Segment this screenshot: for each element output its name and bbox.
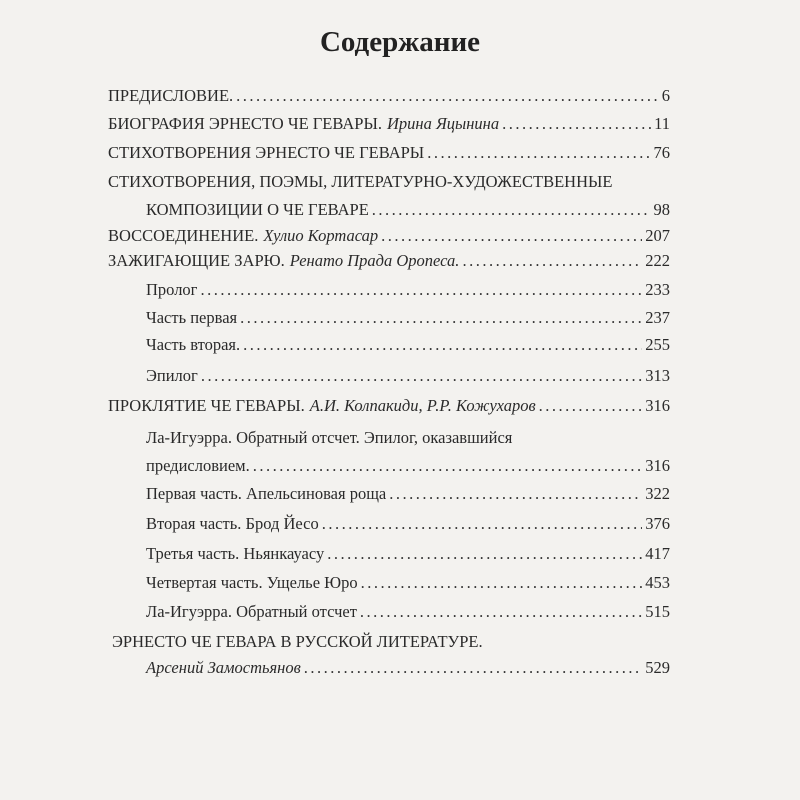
entry-title: БИОГРАФИЯ ЭРНЕСТО ЧЕ ГЕВАРЫ. [108,114,382,133]
entry-title: Первая часть. Апельсиновая роща [146,484,387,503]
entry-author: Ренато Прада Оропеса. [289,251,460,270]
dot-leader [372,200,651,220]
toc-entry[interactable] [146,456,670,478]
page-number: 233 [645,280,670,299]
toc-entry[interactable] [146,308,670,330]
toc-entry[interactable] [146,514,670,536]
dot-leader [539,396,643,416]
dot-leader [322,514,643,534]
page-title: Содержание [319,26,481,58]
dot-leader [389,484,642,504]
entry-title: Вторая часть. Брод Йесо [146,514,319,533]
dot-leader [201,366,642,386]
page-number: 237 [645,308,670,327]
toc-entry[interactable] [146,200,670,222]
toc-entry[interactable] [108,396,670,418]
entry-title-continued: предисловием. [146,456,250,475]
toc-entry[interactable] [108,226,670,248]
toc-entry[interactable] [146,658,670,680]
entry-author: Хулио Кортасар [263,226,379,245]
dot-leader [200,280,642,300]
entry-title: Ла-Игуэрра. Обратный отсчет [146,602,357,621]
dot-leader [360,602,642,622]
page-number: 98 [653,200,670,219]
entry-title: Часть первая [146,308,238,327]
page-number: 316 [645,456,670,475]
dot-leader [427,143,650,163]
toc-entry[interactable] [108,143,670,165]
entry-title: Пролог [146,280,198,299]
dot-leader [327,544,642,564]
entry-title-continued: КОМПОЗИЦИИ О ЧЕ ГЕВАРЕ [146,200,369,219]
page-number: 515 [645,602,670,621]
toc-entry[interactable] [146,280,670,302]
dot-leader [304,658,642,678]
entry-title: СТИХОТВОРЕНИЯ ЭРНЕСТО ЧЕ ГЕВАРЫ [108,143,425,162]
page-number: 313 [645,366,670,385]
entry-title: ПРЕДИСЛОВИЕ. [108,86,234,105]
page-number: 6 [661,86,670,105]
dot-leader [240,308,642,328]
entry-title: Четвертая часть. Ущелье Юро [146,573,358,592]
dot-leader [361,573,643,593]
toc-entry[interactable] [108,86,670,108]
toc-entry[interactable] [146,602,670,624]
page-number: 207 [645,226,670,245]
entry-title: ПРОКЛЯТИЕ ЧЕ ГЕВАРЫ. [108,396,305,415]
page-number: 376 [645,514,670,533]
page-number: 76 [653,143,670,162]
toc-entry[interactable] [146,573,670,595]
toc-entry[interactable] [146,484,670,506]
page-number: 222 [645,251,670,270]
toc-entry[interactable] [108,251,670,273]
entry-title: ВОССОЕДИНЕНИЕ. [108,226,259,245]
dot-leader [243,335,642,355]
dot-leader [253,456,643,476]
entry-title: Эпилог [146,366,198,385]
dot-leader [381,226,642,246]
toc-entry[interactable] [146,544,670,566]
entry-title[interactable]: ЭРНЕСТО ЧЕ ГЕВАРА В РУССКОЙ ЛИТЕРАТУРЕ. [112,632,483,651]
page-number: 417 [645,544,670,563]
toc-entry[interactable] [108,114,670,136]
page-number: 255 [645,335,670,354]
toc-entry[interactable] [146,366,670,388]
entry-author: А.И. Колпакиди, Р.Р. Кожухаров [309,396,536,415]
page-number: 11 [654,114,670,133]
dot-leader [462,251,642,271]
entry-title: Третья часть. Ньянкауасу [146,544,325,563]
toc-entry[interactable] [146,335,670,357]
page-number: 316 [645,396,670,415]
entry-title[interactable]: Ла-Игуэрра. Обратный отсчет. Эпилог, оказавшийся [146,428,513,447]
page-number: 322 [645,484,670,503]
entry-author: Ирина Яцынина [386,114,500,133]
entry-author: Арсений Замостьянов [146,658,301,677]
page-number: 453 [645,573,670,592]
dot-leader [236,86,659,106]
entry-title: Часть вторая. [146,335,241,354]
entry-title: ЗАЖИГАЮЩИЕ ЗАРЮ. [108,251,285,270]
page-number: 529 [645,658,670,677]
dot-leader [502,114,651,134]
entry-title[interactable]: СТИХОТВОРЕНИЯ, ПОЭМЫ, ЛИТЕРАТУРНО-ХУДОЖЕСТВЕННЫЕ [108,172,613,191]
